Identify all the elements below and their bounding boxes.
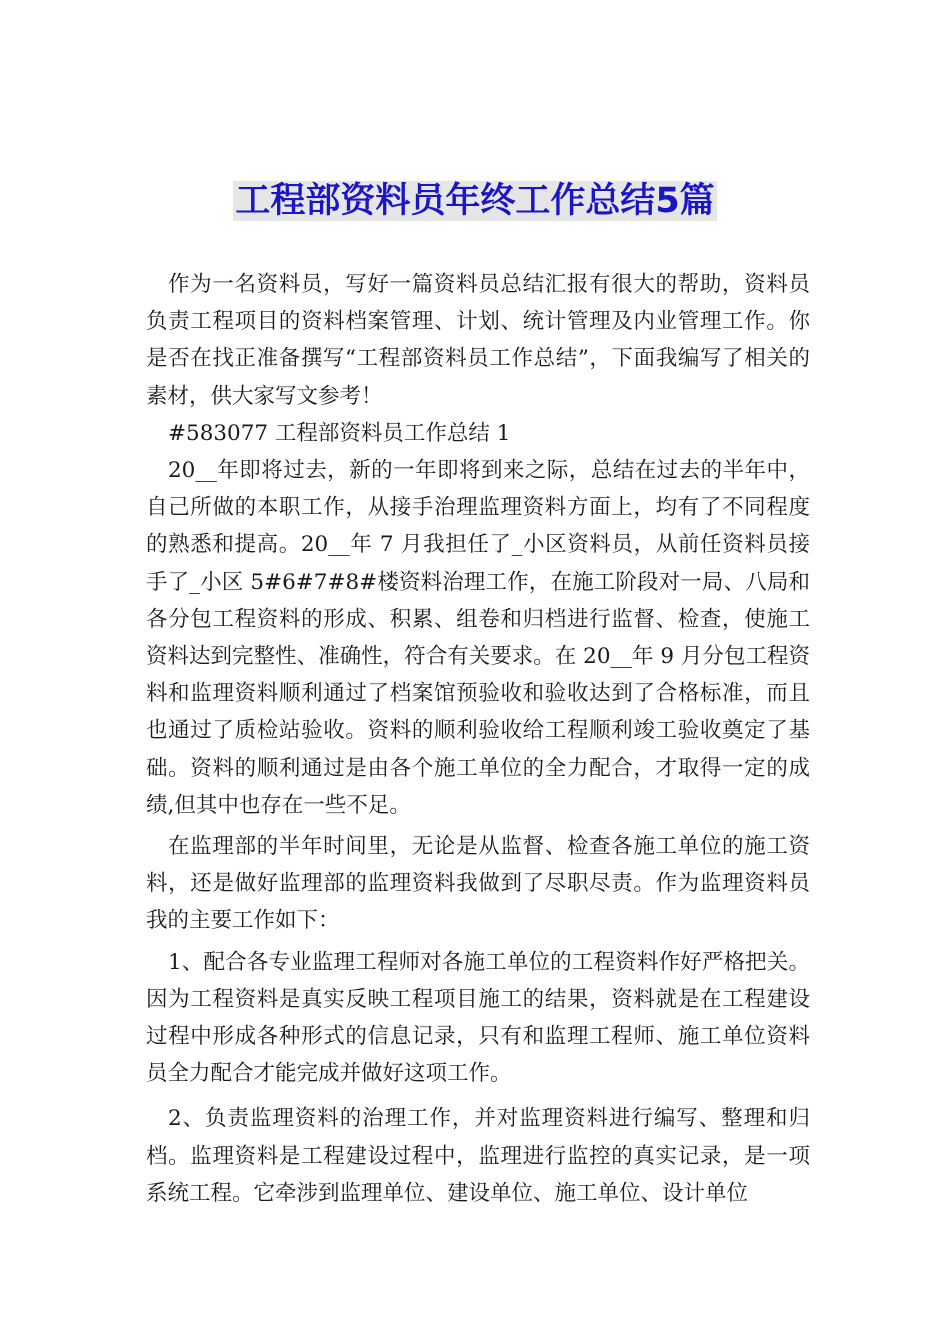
- document-title-text: 工程部资料员年终工作总结5篇: [235, 181, 715, 221]
- paragraph-intro: 作为一名资料员，写好一篇资料员总结汇报有很大的帮助，资料员负责工程项目的资料档案管理、计划、统计管理及内业管理工作。你是否在找正准备撰写“工程部资料员工作总结”，下面我编写了相关的素材，供大家写文参考！: [146, 272, 810, 409]
- paragraph-section-heading: #583077 工程部资料员工作总结 1: [168, 420, 511, 446]
- paragraph-item-2: 2、负责监理资料的治理工作，并对监理资料进行编写、整理和归档。监理资料是工程建设过程中，监理进行监控的真实记录，是一项系统工程。它牵涉到监理单位、建设单位、施工单位、设计单位: [146, 1106, 810, 1206]
- paragraph-item-1: 1、配合各专业监理工程师对各施工单位的工程资料作好严格把关。因为工程资料是真实反映工程项目施工的结果，资料就是在工程建设过程中形成各种形式的信息记录，只有和监理工程师、施工单位资料员全力配合才能完成并做好这项工作。: [146, 949, 810, 1087]
- document-body: [146, 266, 810, 1212]
- document-title: [0, 178, 950, 224]
- paragraph-summary-1: 20__年即将过去，新的一年即将到来之际，总结在过去的半年中，自己所做的本职工作，从接手治理监理资料方面上，均有了不同程度的熟悉和提高。20__年 7 月我担任了_小区资料员，从前任资料员接手了_小区 5#6#7#8#楼资料治理工作，在施工阶段对一局、八局和各分包工程资料的形成、积累、组卷和归档进行监督、检查，使施工资料达到完整性、准确性，符合有关要求。在 20__年 9 月分包工程资料和监理资料顺利通过了档案馆预验收和验收达到了合格标准，而且也通过了质检站验收。资料的顺利验收给工程顺利竣工验收奠定了基础。资料的顺利通过是由各个施工单位的全力配合，才取得一定的成绩,但其中也存在一些不足。: [146, 458, 810, 818]
- paragraph-summary-2: 在监理部的半年时间里，无论是从监督、检查各施工单位的施工资料，还是做好监理部的监理资料我做到了尽职尽责。作为监理资料员我的主要工作如下：: [146, 834, 810, 934]
